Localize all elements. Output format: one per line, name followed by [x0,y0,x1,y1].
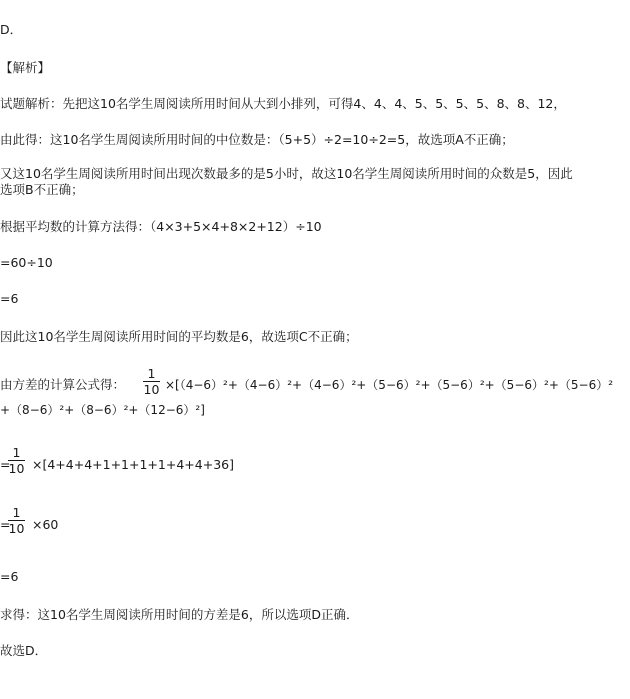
line-mean-conclusion: 因此这10名学生周阅读所用时间的平均数是6，故选项C不正确； [0,329,358,344]
variance-deviations: ×[4+4+4+1+1+1+1+4+4+36] [32,457,234,472]
answer-head: D． [0,22,23,37]
section-title: 【解析】 [0,60,51,75]
fraction-numerator: 1 [147,366,156,381]
variance-terms-cont: +（8−6）²+（8−6）²+（12−6）²] [0,403,205,417]
line-mean-result: =6 [0,291,19,306]
fraction-denominator: 10 [143,382,160,397]
variance-result: =6 [0,569,19,584]
fraction-numerator: 1 [12,445,21,460]
fraction-1-10 [8,445,25,477]
fraction-denominator: 10 [8,461,25,476]
line-mean-formula: 根据平均数的计算方法得：（4×3+5×4+8×2+12）÷10 [0,219,322,234]
variance-sum: ×60 [32,517,59,532]
line-median: 由此得：这10名学生周阅读所用时间的中位数是：（5+5）÷2=10÷2=5，故选项A不正确； [0,132,514,147]
final-answer: 故选D． [0,643,48,658]
fraction-denominator: 10 [8,521,25,536]
line-mean-step: =60÷10 [0,255,53,270]
fraction-1-10 [8,505,25,537]
variance-label: 由方差的计算公式得： [0,377,126,392]
eq-sign-2: = [0,517,11,532]
variance-terms: ×[（4−6）²+（4−6）²+（4−6）²+（5−6）²+（5−6）²+（5−6）²+（5−6）² [165,378,614,392]
line-mode-b: 选项B不正确； [0,182,84,197]
fraction-numerator: 1 [12,505,21,520]
line-sorted-values: 试题解析：先把这10名学生周阅读所用时间从大到小排列，可得4、4、4、5、5、5、5、8、8、12， [0,96,566,111]
eq-sign-1: = [0,457,11,472]
line-mode-a: 又这10名学生周阅读所用时间出现次数最多的是5小时，故这10名学生周阅读所用时间的众数是5，因此 [0,166,573,181]
fraction-1-10 [143,366,160,398]
variance-conclusion: 求得：这10名学生周阅读所用时间的方差是6，所以选项D正确． [0,607,359,622]
